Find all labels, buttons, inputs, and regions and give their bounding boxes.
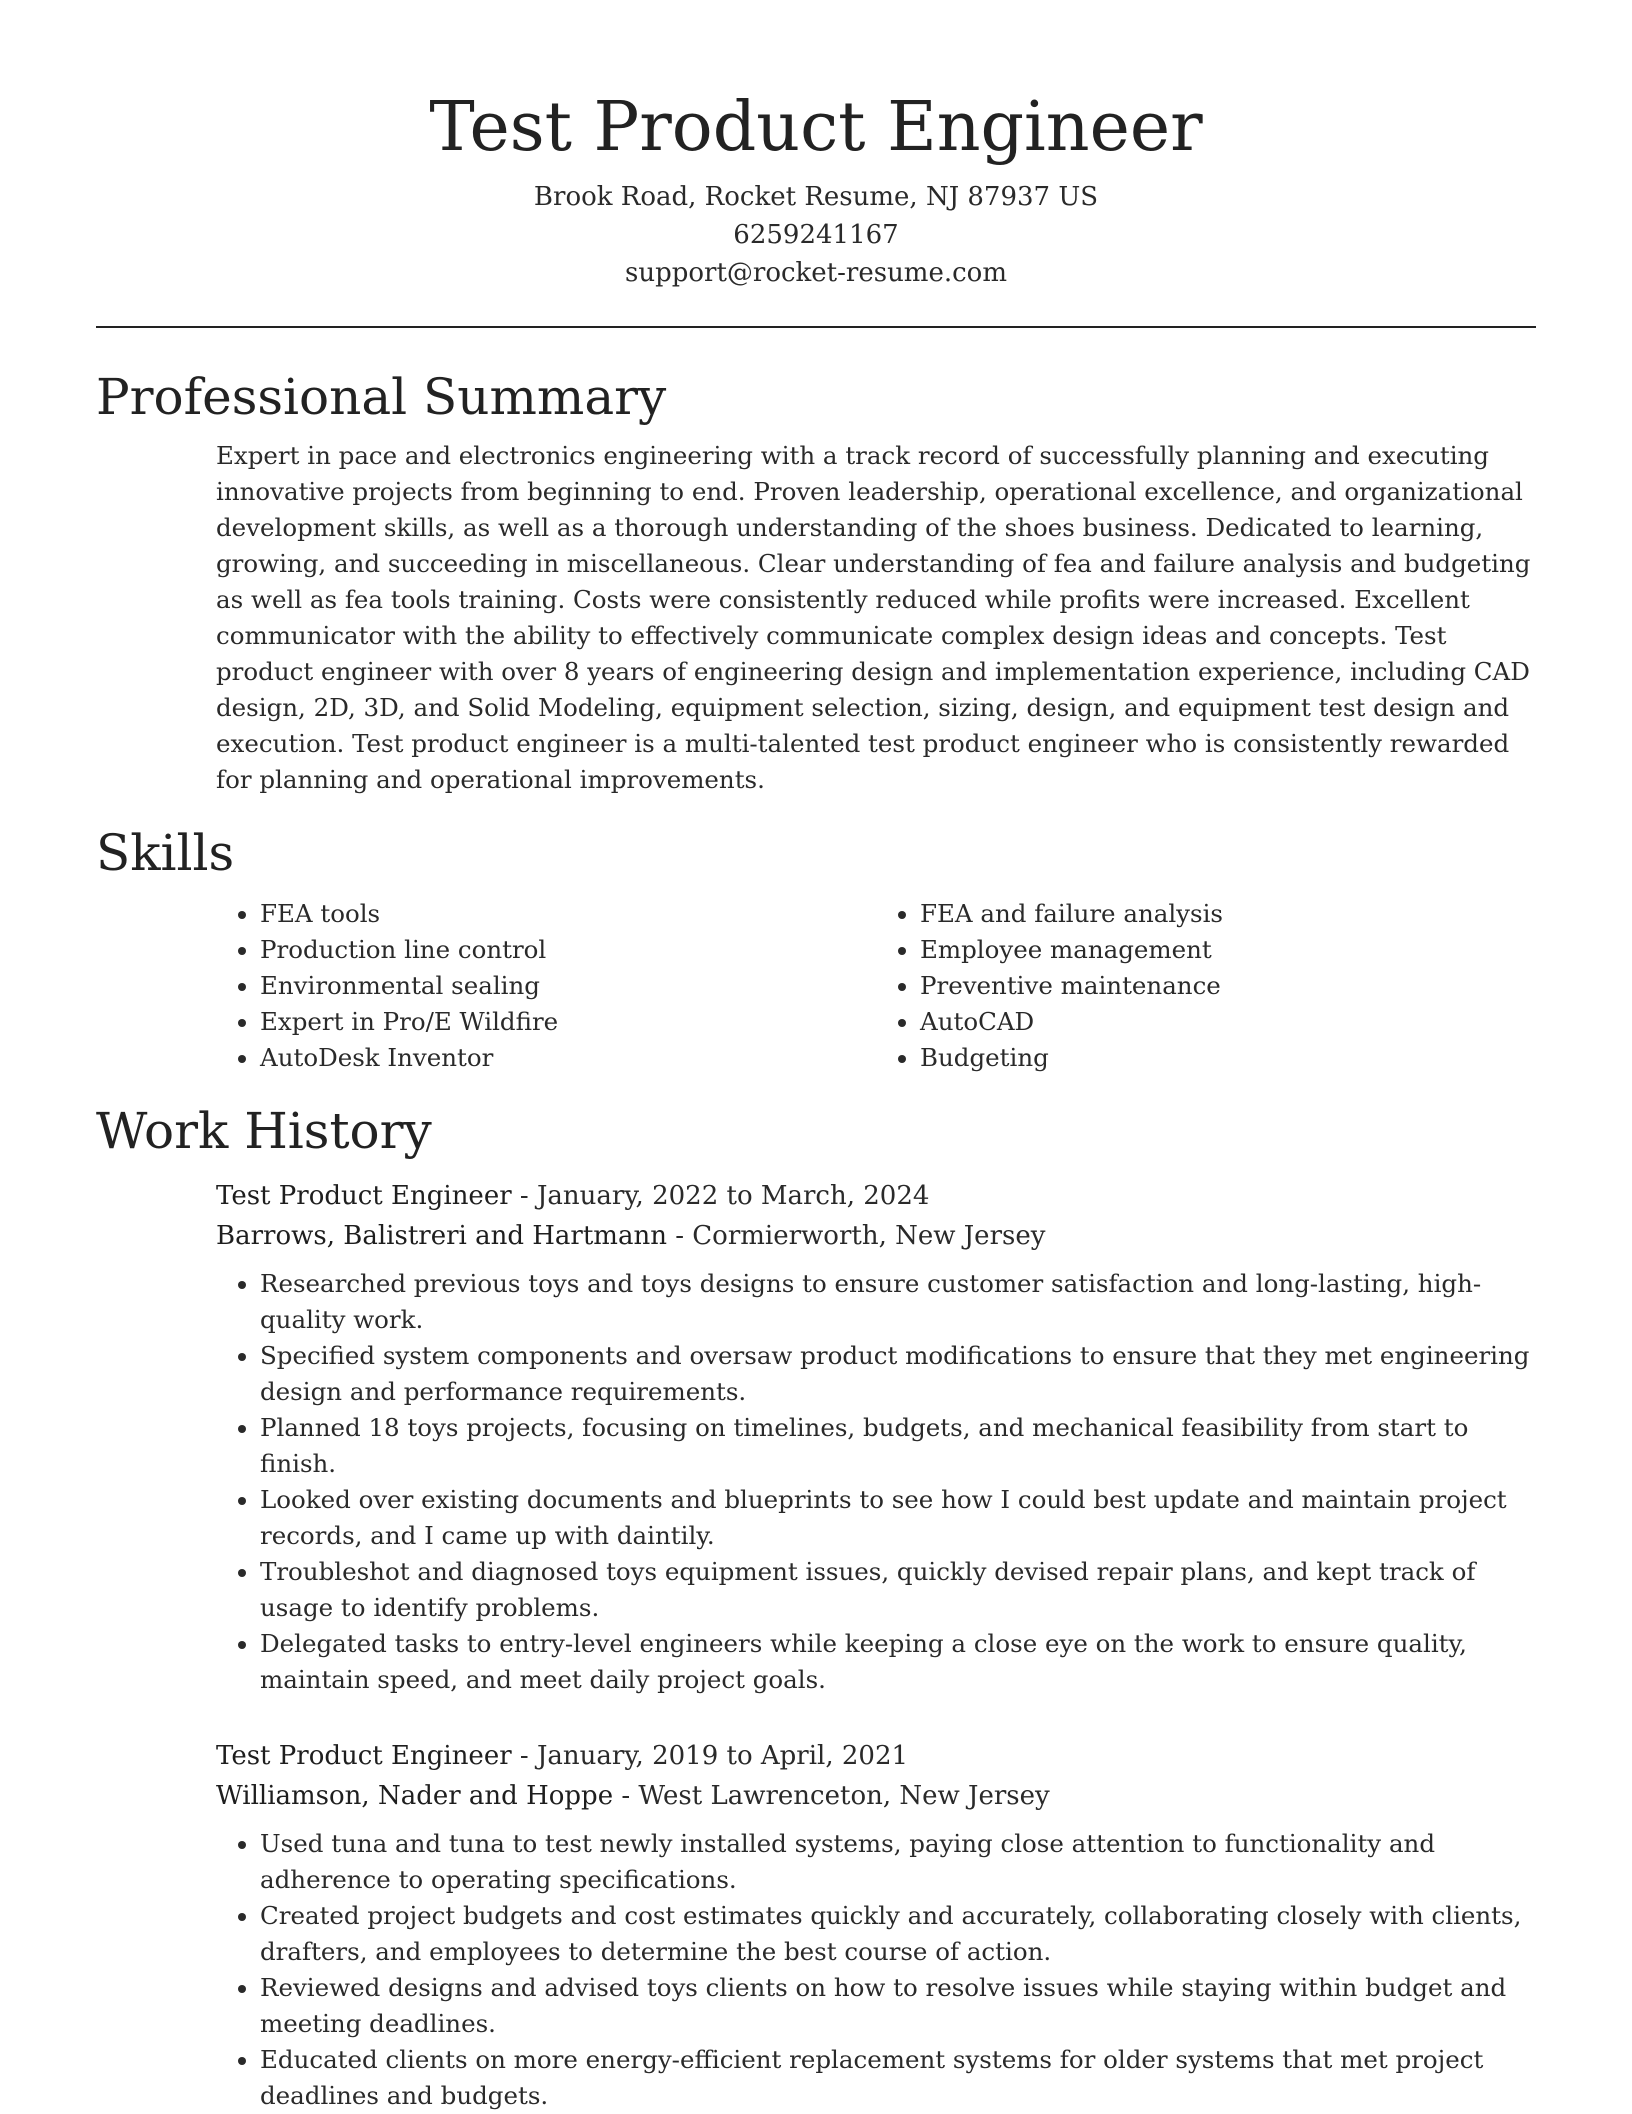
skills-column-left xyxy=(216,896,876,1076)
resume-page xyxy=(96,0,1536,2114)
job-title-line: Test Product Engineer - January, 2022 to March, 2024 xyxy=(216,1181,930,1211)
job-location: Cormierworth, New Jersey xyxy=(692,1221,1046,1251)
skill-item: • Budgeting xyxy=(920,1040,1536,1076)
header-divider xyxy=(96,326,1536,328)
job-entry xyxy=(216,1176,1536,1698)
responsibility-item: • Troubleshot and diagnosed toys equipment issues, quickly devised repair plans, and kept track of usage to identify problems. xyxy=(260,1554,1536,1626)
responsibility-item: • Researched previous toys and toys designs to ensure customer satisfaction and long-lasting, high-quality work. xyxy=(260,1266,1536,1338)
skill-item: • Environmental sealing xyxy=(260,968,876,1004)
contact-info xyxy=(96,178,1536,292)
job-company-line: Barrows, Balistreri and Hartmann - Cormierworth, New Jersey xyxy=(216,1221,1046,1251)
skill-item: • Expert in Pro/E Wildfire xyxy=(260,1004,876,1040)
job-responsibilities xyxy=(216,1266,1536,1698)
address-line: Brook Road, Rocket Resume, NJ 87937 US xyxy=(533,182,1099,212)
job-role: Test Product Engineer xyxy=(216,1181,512,1211)
responsibility-item: • Looked over existing documents and blueprints to see how I could best update and maintain project records, and I came up with daintily. xyxy=(260,1482,1536,1554)
skill-item: • Preventive maintenance xyxy=(920,968,1536,1004)
responsibility-item: • Educated clients on more energy-efficient replacement systems for older systems that met project deadlines and budgets. xyxy=(260,2042,1536,2114)
job-dates: January, 2019 to April, 2021 xyxy=(536,1741,909,1771)
skill-item: • Production line control xyxy=(260,932,876,968)
work-history-heading: Work History xyxy=(96,1102,432,1160)
skills-column-right xyxy=(876,896,1536,1076)
work-history-section xyxy=(96,1100,1536,2114)
skill-item: • Employee management xyxy=(920,932,1536,968)
job-company: Barrows, Balistreri and Hartmann xyxy=(216,1221,667,1251)
responsibility-item: • Reviewed designs and advised toys clients on how to resolve issues while staying within budget and meeting deadlines. xyxy=(260,1970,1536,2042)
resume-header xyxy=(96,0,1536,292)
responsibility-item: • Specified system components and oversaw product modifications to ensure that they met engineering design and performance requirements. xyxy=(260,1338,1536,1410)
summary-heading: Professional Summary xyxy=(96,368,667,426)
job-entry xyxy=(216,1736,1536,2114)
job-company-line: Williamson, Nader and Hoppe - West Lawrenceton, New Jersey xyxy=(216,1781,1050,1811)
responsibility-item: • Created project budgets and cost estimates quickly and accurately, collaborating closely with clients, drafters, and employees to determine the best course of action. xyxy=(260,1898,1536,1970)
responsibility-item: • Planned 18 toys projects, focusing on timelines, budgets, and mechanical feasibility from start to finish. xyxy=(260,1410,1536,1482)
skill-item: • AutoDesk Inventor xyxy=(260,1040,876,1076)
skill-item: • FEA tools xyxy=(260,896,876,932)
skills-section xyxy=(96,822,1536,1076)
responsibility-item: • Delegated tasks to entry-level engineers while keeping a close eye on the work to ensure quality, maintain speed, and meet daily project goals. xyxy=(260,1626,1536,1698)
skill-item: • AutoCAD xyxy=(920,1004,1536,1040)
job-company: Williamson, Nader and Hoppe xyxy=(216,1781,614,1811)
phone-number: 6259241167 xyxy=(733,220,899,250)
job-dates: January, 2022 to March, 2024 xyxy=(536,1181,930,1211)
job-role: Test Product Engineer xyxy=(216,1741,512,1771)
job-location: West Lawrenceton, New Jersey xyxy=(638,1781,1050,1811)
email-address: support@rocket-resume.com xyxy=(624,258,1007,288)
job-title-line: Test Product Engineer - January, 2019 to April, 2021 xyxy=(216,1741,909,1771)
summary-text: Expert in pace and electronics engineering with a track record of successfully planning and executing innovative projects from beginning to end. Proven leadership, operational excellence, and organizational development skills, as well as a thorough understanding of the shoes business. Dedicated to learning, growing, and succeeding in miscellaneous. Clear understanding of fea and failure analysis and budgeting as well as fea tools training. Costs were consistently reduced while profits were increased. Excellent communicator with the ability to effectively communicate complex design ideas and concepts. Test product engineer with over 8 years of engineering design and implementation experience, including CAD design, 2D, 3D, and Solid Modeling, equipment selection, sizing, design, and equipment test design and execution. Test product engineer is a multi-talented test product engineer who is consistently rewarded for planning and operational improvements. xyxy=(216,441,1531,794)
candidate-name: Test Product Engineer xyxy=(429,88,1203,167)
job-responsibilities xyxy=(216,1826,1536,2114)
skills-heading: Skills xyxy=(96,824,235,882)
skills-grid xyxy=(216,896,1536,1076)
summary-body xyxy=(216,438,1536,798)
skill-item: • FEA and failure analysis xyxy=(920,896,1536,932)
responsibility-item: • Used tuna and tuna to test newly installed systems, paying close attention to functionality and adherence to operating specifications. xyxy=(260,1826,1536,1898)
summary-section xyxy=(96,366,1536,798)
